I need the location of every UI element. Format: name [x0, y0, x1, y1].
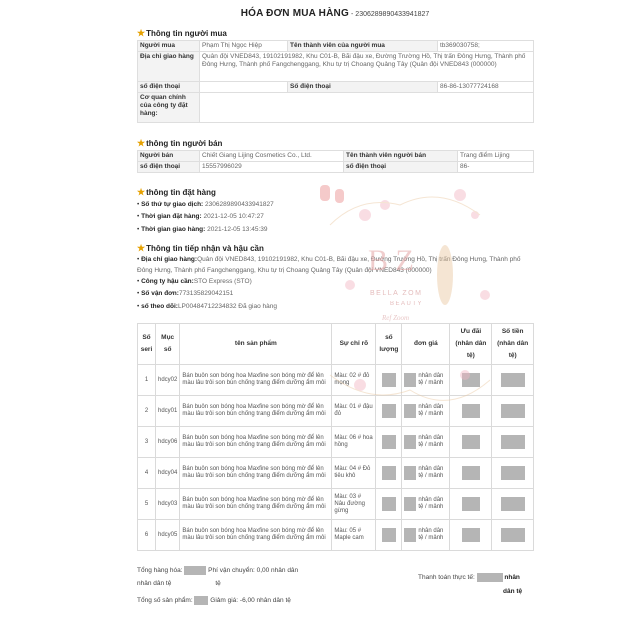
- star-icon: ★: [137, 243, 146, 253]
- unit-label: nhân dân tệ / mảnh: [418, 528, 444, 541]
- logistics-address: • Địa chỉ giao hàng:Quân đội VNED843, 19102191982, Khu C01-B, Bãi đậu xe, Đường Trường Hồ, Thị trấn Đông Hưng, Thành phố Đông Hưng, Thành phố Fangchenggang, Khu tự trị Choang Quảng Tây (Quân đội VNED843 (000000): [137, 256, 521, 274]
- table-row: [138, 520, 534, 551]
- cell-detail: Màu: 02 # đỏ mọng: [332, 365, 376, 396]
- cell-qty: [376, 520, 402, 551]
- seller-value: Chiết Giang Lijing Cosmetics Co., Ltd.: [200, 151, 344, 162]
- cell-detail: Màu: 01 # đậu đỏ: [332, 396, 376, 427]
- redacted-value: [382, 528, 396, 542]
- redacted-value: [501, 528, 525, 542]
- cell-muc: hdcy02: [156, 365, 180, 396]
- total-qty-redacted: [194, 596, 208, 605]
- buyer-table: [137, 40, 534, 123]
- cell-amount: [492, 396, 534, 427]
- cell-name: Bán buôn son bóng hoa Maxfine son bóng mờ để lên màu lâu trôi son bùn chống trang điểm dưỡng ẩm môi: [180, 458, 332, 489]
- table-row: [138, 365, 534, 396]
- items-body: [138, 365, 534, 551]
- footer-paid-unit: dân tệ: [503, 588, 523, 595]
- cell-amount: [492, 427, 534, 458]
- buyer-phone-label-2: Số điện thoại: [288, 82, 438, 93]
- cell-unit-price: [402, 396, 450, 427]
- unit-label: nhân dân tệ / mảnh: [418, 404, 444, 417]
- paid-redacted: [477, 573, 503, 582]
- cell-seri: 6: [138, 520, 156, 551]
- redacted-value: [501, 435, 525, 449]
- col-detail: Sự chỉ rõ: [332, 324, 376, 365]
- invoice-title: HÓA ĐƠN MUA HÀNG: [240, 8, 349, 19]
- cell-detail: Màu: 04 # Đỏ tiêu khô: [332, 458, 376, 489]
- logistics-waybill: • Số vận đơn:773135829042151: [137, 290, 234, 298]
- seller-label: Người bán: [138, 151, 200, 162]
- cell-name: Bán buôn son bóng hoa Maxfine son bóng mờ để lên màu lâu trôi son bùn chống trang điểm dưỡng ẩm môi: [180, 520, 332, 551]
- cell-amount: [492, 365, 534, 396]
- star-icon: ★: [137, 138, 146, 148]
- seller-phone-label: số điện thoại: [138, 162, 200, 173]
- redacted-value: [462, 528, 480, 542]
- invoice-order-id: - 2306289890433941827: [351, 11, 430, 18]
- cell-qty: [376, 458, 402, 489]
- cell-muc: hdcy06: [156, 427, 180, 458]
- redacted-value: [382, 373, 396, 387]
- cell-seri: 3: [138, 427, 156, 458]
- cell-seri: 1: [138, 365, 156, 396]
- col-muc: Mục số: [156, 324, 180, 365]
- logistics-section-title: ★Thông tin tiếp nhận và hậu cần: [137, 243, 264, 253]
- seller-section-title: ★thông tin người bán: [137, 138, 223, 148]
- cell-unit-price: [402, 427, 450, 458]
- star-icon: ★: [137, 187, 146, 197]
- order-delivery: • Thời gian giao hàng: 2021-12-05 13:45:39: [137, 225, 268, 233]
- table-row: [138, 458, 534, 489]
- redacted-value: [462, 466, 480, 480]
- buyer-org-value: [200, 93, 534, 123]
- watermark-ref: Ref Zoom: [382, 314, 410, 322]
- table-row: [138, 427, 534, 458]
- redacted-value: [462, 373, 480, 387]
- redacted-value: [404, 466, 416, 480]
- unit-label: nhân dân tệ / mảnh: [418, 466, 444, 479]
- table-row: [138, 489, 534, 520]
- cell-discount: [450, 458, 492, 489]
- cell-discount: [450, 489, 492, 520]
- cell-name: Bán buôn son bóng hoa Maxfine son bóng mờ để lên màu lâu trôi son bùn chống trang điểm dưỡng ẩm môi: [180, 396, 332, 427]
- col-name: tên sản phẩm: [180, 324, 332, 365]
- cell-seri: 2: [138, 396, 156, 427]
- col-discount: Ưu đãi (nhân dân tệ): [450, 324, 492, 365]
- redacted-value: [501, 497, 525, 511]
- invoice-page: [135, 0, 535, 640]
- cell-discount: [450, 396, 492, 427]
- total-goods-redacted: [184, 566, 206, 575]
- order-txn: • Số thứ tự giao dịch: 2306289890433941827: [137, 201, 274, 208]
- col-qty: số lượng: [376, 324, 402, 365]
- cell-name: Bán buôn son bóng hoa Maxfine son bóng mờ để lên màu lâu trôi son bùn chống trang điểm dưỡng ẩm môi: [180, 365, 332, 396]
- buyer-member-label: Tên thành viên của người mua: [288, 41, 438, 52]
- redacted-value: [382, 435, 396, 449]
- redacted-value: [462, 497, 480, 511]
- seller-phone-label-2: số điện thoại: [344, 162, 458, 173]
- cell-seri: 5: [138, 489, 156, 520]
- buyer-address-label: Địa chỉ giao hàng: [138, 52, 200, 82]
- cell-muc: hdcy05: [156, 520, 180, 551]
- redacted-value: [501, 373, 525, 387]
- redacted-value: [404, 404, 416, 418]
- footer-currency-line: nhân dân tệ tệ: [137, 580, 221, 587]
- cell-unit-price: [402, 489, 450, 520]
- cell-qty: [376, 365, 402, 396]
- cell-unit-price: [402, 520, 450, 551]
- logistics-carrier: • Công ty hậu cần:STO Express (STO): [137, 278, 252, 285]
- col-unit-price: đơn giá: [402, 324, 450, 365]
- order-info-list: [137, 199, 274, 236]
- buyer-address-value: Quân đội VNED843, 19102191982, Khu C01-B, Bãi đậu xe, Đường Trường Hồ, Thị trấn Đông Hưng, Thành phố Đông Hưng, Thành phố Fangchenggang, Khu tự trị Choang Quảng Tây (Quân đội VNED843 (000000): [200, 52, 534, 82]
- col-amount: Số tiền (nhân dân tệ): [492, 324, 534, 365]
- cell-unit-price: [402, 458, 450, 489]
- buyer-phone-label: số điện thoại: [138, 82, 200, 93]
- items-header-row: [138, 324, 534, 365]
- redacted-value: [404, 497, 416, 511]
- cell-muc: hdcy03: [156, 489, 180, 520]
- seller-member-value: Trang điểm Lijing: [458, 151, 534, 162]
- redacted-value: [404, 435, 416, 449]
- redacted-value: [462, 404, 480, 418]
- buyer-section-title: ★Thông tin người mua: [137, 28, 227, 38]
- footer-paid: Thanh toán thực tế: nhân: [418, 574, 520, 582]
- buyer-member-value: tb369030758;: [438, 41, 534, 52]
- cell-amount: [492, 520, 534, 551]
- cell-discount: [450, 520, 492, 551]
- unit-label: nhân dân tệ / mảnh: [418, 435, 444, 448]
- buyer-name-value: Phạm Thị Ngọc Hiệp: [200, 41, 288, 52]
- cell-detail: Màu: 03 # Nâu đường gừng: [332, 489, 376, 520]
- unit-label: nhân dân tệ / mảnh: [418, 373, 444, 386]
- order-section-title: ★thông tin đặt hàng: [137, 187, 216, 197]
- buyer-phone-value: 86-86-13077724168: [438, 82, 534, 93]
- cell-amount: [492, 489, 534, 520]
- footer-total-qty: Tổng số sản phẩm: Giảm giá: -6,00 nhân dân tệ: [137, 597, 291, 605]
- seller-phone-value: 15557996029: [200, 162, 344, 173]
- buyer-name-label: Người mua: [138, 41, 200, 52]
- table-row: [138, 396, 534, 427]
- seller-phone-value-2: 86-: [458, 162, 534, 173]
- cell-detail: Màu: 06 # hoa hồng: [332, 427, 376, 458]
- cell-qty: [376, 489, 402, 520]
- redacted-value: [501, 466, 525, 480]
- buyer-org-label: Cơ quan chính của công ty đặt hàng:: [138, 93, 200, 123]
- redacted-value: [462, 435, 480, 449]
- logistics-info-list: [137, 255, 532, 313]
- cell-muc: hdcy01: [156, 396, 180, 427]
- cell-amount: [492, 458, 534, 489]
- redacted-value: [501, 404, 525, 418]
- cell-detail: Màu: 05 # Maple cam: [332, 520, 376, 551]
- cell-seri: 4: [138, 458, 156, 489]
- seller-member-label: Tên thành viên người bán: [344, 151, 458, 162]
- watermark-brand: BELLA ZOM: [370, 290, 423, 297]
- buyer-phone-empty: [200, 82, 288, 93]
- col-seri: Số seri: [138, 324, 156, 365]
- cell-qty: [376, 396, 402, 427]
- redacted-value: [404, 528, 416, 542]
- redacted-value: [382, 404, 396, 418]
- unit-label: nhân dân tệ / mảnh: [418, 497, 444, 510]
- cell-muc: hdcy04: [156, 458, 180, 489]
- invoice-header: [135, 8, 535, 19]
- cell-discount: [450, 427, 492, 458]
- watermark-logo: B Z: [368, 244, 414, 277]
- logistics-tracking: • số theo dõi:LP00484712234832 Đã giao hàng: [137, 302, 277, 310]
- cell-name: Bán buôn son bóng hoa Maxfine son bóng mờ để lên màu lâu trôi son bùn chống trang điểm dưỡng ẩm môi: [180, 427, 332, 458]
- redacted-value: [382, 466, 396, 480]
- cell-discount: [450, 365, 492, 396]
- redacted-value: [382, 497, 396, 511]
- star-icon: ★: [137, 28, 146, 38]
- watermark-sub: BEAUTY: [390, 301, 424, 307]
- redacted-value: [404, 373, 416, 387]
- cell-name: Bán buôn son bóng hoa Maxfine son bóng mờ để lên màu lâu trôi son bùn chống trang điểm dưỡng ẩm môi: [180, 489, 332, 520]
- items-table: [137, 323, 534, 551]
- cell-qty: [376, 427, 402, 458]
- order-placed: • Thời gian đặt hàng: 2021-12-05 10:47:27: [137, 213, 264, 221]
- footer-total-goods: Tổng hàng hóa: Phí vận chuyển: 0,00 nhân dân: [137, 567, 299, 575]
- cell-unit-price: [402, 365, 450, 396]
- seller-table: [137, 150, 534, 173]
